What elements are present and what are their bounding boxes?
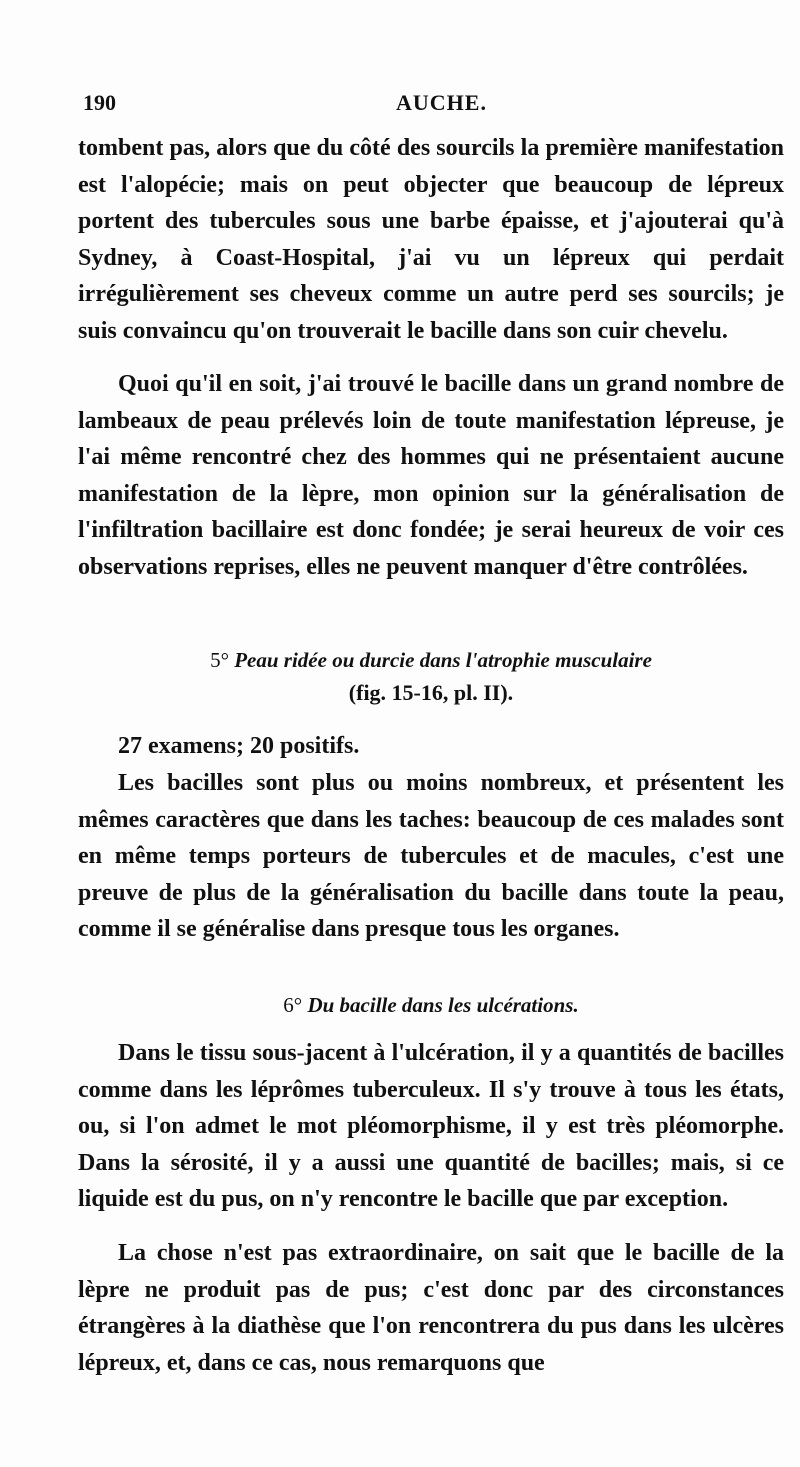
section-5-title: Peau ridée ou durcie dans l'atrophie musculaire	[234, 648, 652, 672]
paragraph-ulceration: Dans le tissu sous-jacent à l'ulcération, il y a quantités de bacilles comme dans les léprômes tuberculeux. Il s'y trouve à tous les états, ou, si l'on admet le mot pléomorphisme, il y est très pléomorphe. Dans la sérosité, il y a aussi une quantité de bacilles; mais, si ce liquide est du pus, on n'y rencontre le bacille que par exception.	[78, 1040, 784, 1212]
section-6-number: 6°	[283, 993, 303, 1017]
paragraph-exam-count: 27 examens; 20 positifs.	[118, 733, 360, 759]
section-6-title: Du bacille dans les ulcérations.	[307, 993, 579, 1017]
paragraph-pus: La chose n'est pas extraordinaire, on sait que le bacille de la lèpre ne produit pas de pus; c'est donc par des circonstances étrangères à la diathèse que l'on rencontrera du pus dans les ulcères lépreux, et, dans ce cas, nous remarquons que	[78, 1240, 784, 1376]
paragraph-generalisation: Quoi qu'il en soit, j'ai trouvé le bacille dans un grand nombre de lambeaux de peau prélevés loin de toute manifestation lépreuse, je l'ai même rencontré chez des hommes qui ne présentaient aucune manifestation de la lèpre, mon opinion sur la généralisation de l'infiltration bacillaire est donc fondée; je serai heureux de voir ces observations reprises, elles ne peuvent manquer d'être contrôlées.	[78, 371, 784, 580]
page-header	[83, 90, 783, 120]
section-6-heading	[78, 990, 784, 1020]
paragraph-bacilles: Les bacilles sont plus ou moins nombreux, et présentent les mêmes caractères que dans les taches: beaucoup de ces malades sont en même temps porteurs de tubercules et de macules, c'est une preuve de plus de la généralisation du bacille dans toute la peau, comme il se généralise dans presque tous les organes.	[78, 770, 784, 942]
section-5-figure-ref: (fig. 15-16, pl. II).	[348, 680, 514, 705]
page-number: 190	[83, 90, 116, 115]
running-head: AUCHE.	[396, 90, 487, 115]
section-5-heading	[78, 645, 784, 675]
paragraph-continuation: tombent pas, alors que du côté des sourcils la première manifestation est l'alopécie; mais on peut objecter que beaucoup de lépreux portent des tubercules sous une barbe épaisse, et j'ajouterai qu'à Sydney, à Coast-Hospital, j'ai vu un lépreux qui perdait irrégulièrement ses cheveux comme un autre perd ses sourcils; je suis convaincu qu'on trouverait le bacille dans son cuir chevelu.	[78, 135, 784, 344]
section-5-number: 5°	[210, 648, 229, 672]
